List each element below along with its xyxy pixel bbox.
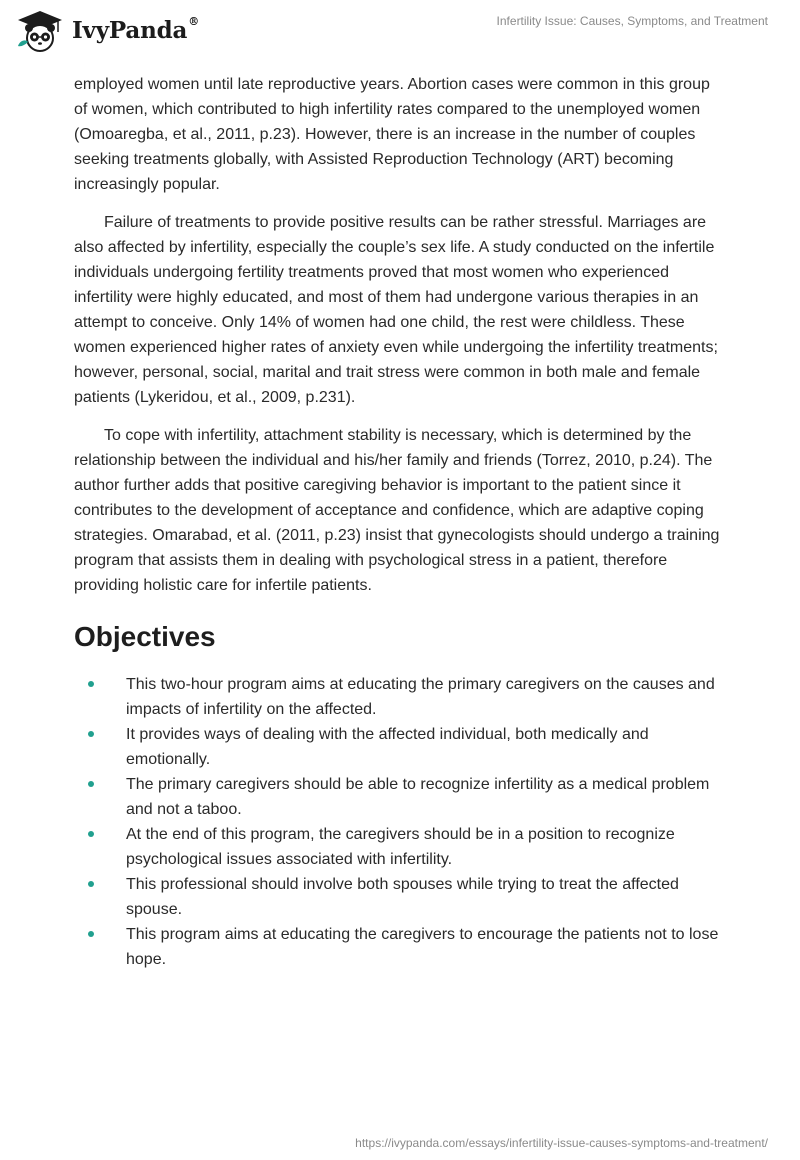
paragraph-2: Failure of treatments to provide positive results can be rather stressful. Marriages are also affected by infertility, especially the couple’s sex life. A study conducted on the infertile individuals undergoing fertility treatments proved that most women who experienced infertility were highly educated, and most of them had undergone various therapies in an attempt to conceive. Only 14% of women had one child, the rest were childless. These women experienced higher rates of anxiety even while undergoing the infertility treatments; however, personal, social, marital and trait stress were common in both male and female patients (Lykeridou, et al., 2009, p.231). [74, 214, 718, 406]
list-item [74, 722, 724, 772]
paragraph-1: employed women until late reproductive years. Abortion cases were common in this group of women, which contributed to high infertility rates compared to the unemployed women (Omoaregba, et al., 2011, p.23). However, there is an increase in the number of couples seeking treatments globally, with Assisted Reproduction Technology (ART) becoming increasingly popular. [74, 76, 710, 193]
essay-content [74, 72, 724, 972]
bullet-icon [88, 681, 94, 687]
objectives-list [74, 672, 724, 972]
bullet-icon [88, 781, 94, 787]
objective-text: The primary caregivers should be able to recognize infertility as a medical problem and not a taboo. [126, 776, 710, 818]
objective-text: At the end of this program, the caregivers should be in a position to recognize psychological issues associated with infertility. [126, 826, 675, 868]
objectives-heading: Objectives [74, 621, 216, 652]
page-header [0, 0, 800, 70]
list-item [74, 872, 724, 922]
objective-text: This professional should involve both spouses while trying to treat the affected spouse. [126, 876, 679, 918]
list-item [74, 822, 724, 872]
objective-text: This program aims at educating the caregivers to encourage the patients not to lose hope. [126, 926, 719, 968]
bullet-icon [88, 881, 94, 887]
registered-mark: ® [188, 14, 199, 28]
paragraph-3: To cope with infertility, attachment stability is necessary, which is determined by the relationship between the individual and his/her family and friends (Torrez, 2010, p.24). The author further adds that positive caregiving behavior is important to the patient since it contributes to the development of acceptance and confidence, which are adaptive coping strategies. Omarabad, et al. (2011, p.23) insist that gynecologists should undergo a training program that assists them in dealing with psychological stress in a patient, therefore providing holistic care for infertile patients. [74, 427, 720, 594]
bullet-icon [88, 931, 94, 937]
brand-name: IvyPanda® [72, 14, 199, 44]
list-item [74, 772, 724, 822]
bullet-icon [88, 831, 94, 837]
document-title: Infertility Issue: Causes, Symptoms, and Treatment [496, 14, 768, 28]
list-item [74, 922, 724, 972]
bullet-icon [88, 731, 94, 737]
ivypanda-logo[interactable] [14, 8, 199, 52]
objective-text: It provides ways of dealing with the affected individual, both medically and emotionally. [126, 726, 649, 768]
source-url[interactable]: https://ivypanda.com/essays/infertility-issue-causes-symptoms-and-treatment/ [355, 1136, 768, 1150]
list-item [74, 672, 724, 722]
panda-graduate-icon [14, 8, 66, 52]
objective-text: This two-hour program aims at educating the primary caregivers on the causes and impacts of infertility on the affected. [126, 676, 715, 718]
